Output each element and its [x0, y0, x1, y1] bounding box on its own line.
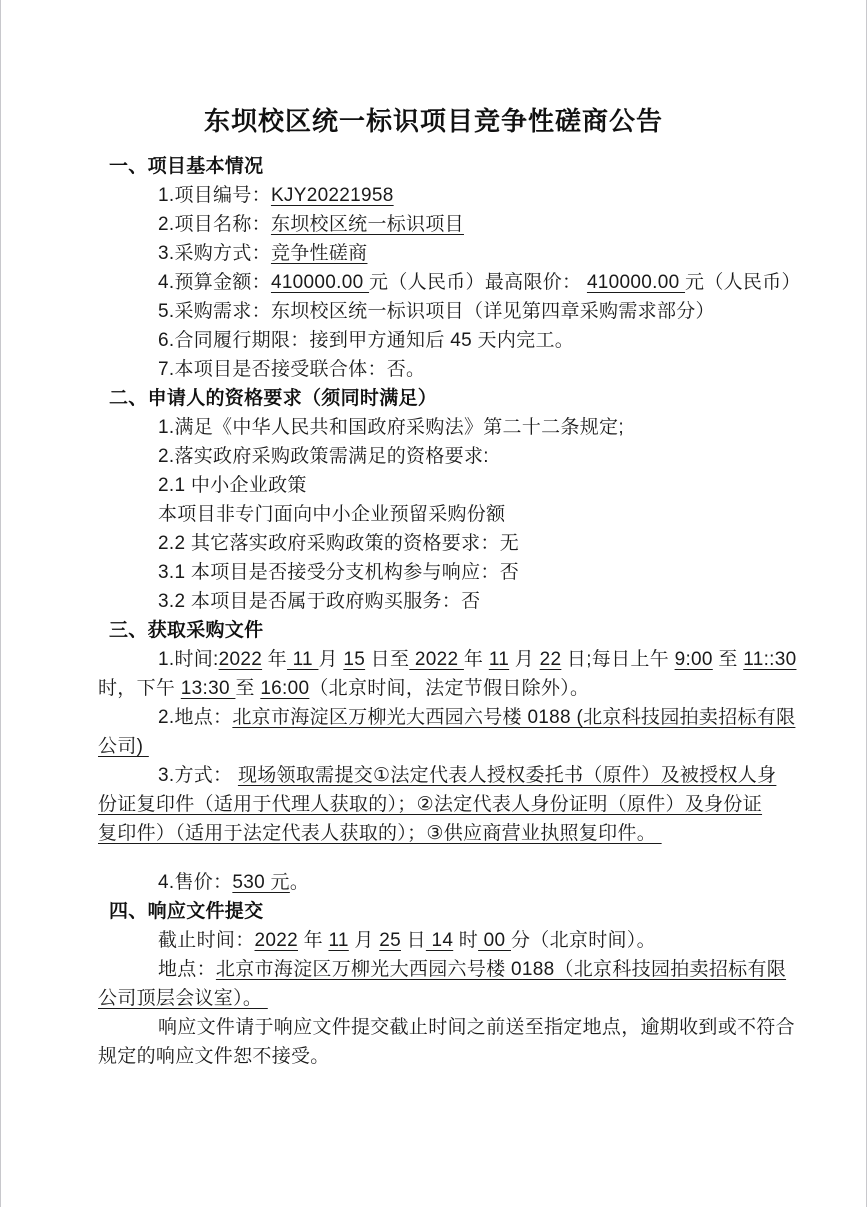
- text-run: 年: [297, 930, 329, 951]
- text-run: 至: [712, 649, 744, 670]
- text-run: 元（人民币）: [685, 272, 801, 293]
- text-run: 规定的响应文件恕不接受。: [98, 1046, 330, 1067]
- doc-line: [1, 645, 866, 674]
- underlined-field: 22: [539, 649, 562, 670]
- underlined-field: 11::30: [743, 649, 797, 670]
- doc-line: [1, 703, 866, 732]
- underlined-field: 11: [328, 930, 349, 951]
- underlined-field: 2022: [409, 649, 464, 670]
- underlined-field: 复印件）（适用于法定代表人获取的）；③供应商营业执照复印件。: [98, 823, 662, 844]
- doc-line: [1, 674, 866, 703]
- underlined-field: 16:00: [260, 678, 310, 699]
- doc-line: [1, 239, 866, 268]
- underlined-field: 13:30: [180, 678, 236, 699]
- underlined-field: KJY20221958: [270, 185, 394, 206]
- underlined-field: 公司): [98, 736, 149, 757]
- doc-line: [1, 761, 866, 790]
- text-run: 2.2 其它落实政府采购政策的资格要求：无: [158, 533, 519, 554]
- text-run: 分（北京时间）。: [511, 930, 656, 951]
- underlined-field: 2022: [254, 930, 298, 951]
- text-run: 。: [289, 872, 310, 893]
- doc-line: [1, 819, 866, 848]
- text-run: 6.合同履行期限：接到甲方通知后 45 天内完工。: [158, 330, 575, 351]
- doc-line: [1, 790, 866, 819]
- underlined-field: 现场领取需提交①法定代表人授权委托书（原件）及被授权人身: [237, 765, 777, 786]
- underlined-field: 410000.00: [586, 272, 686, 293]
- text-run: 4.预算金额：: [158, 272, 271, 293]
- doc-line: [1, 500, 866, 529]
- doc-line: [1, 442, 866, 471]
- text-run: 三、获取采购文件: [109, 620, 264, 641]
- text-run: 2.1 中小企业政策: [158, 475, 307, 496]
- doc-line: [1, 926, 866, 955]
- underlined-field: 11: [488, 649, 510, 670]
- underlined-field: 公司顶层会议室）。: [98, 988, 268, 1009]
- text-run: 2.落实政府采购政策需满足的资格要求:: [158, 446, 489, 467]
- doc-line: [1, 181, 866, 210]
- underlined-field: 9:00: [674, 649, 713, 670]
- doc-line: [1, 268, 866, 297]
- doc-line: [1, 297, 866, 326]
- doc-line: [1, 955, 866, 984]
- text-run: 1.时间:: [158, 649, 219, 670]
- underlined-field: 25: [379, 930, 401, 951]
- text-run: 截止时间：: [158, 930, 255, 951]
- doc-line: [1, 732, 866, 761]
- underlined-field: 东坝校区统一标识项目: [270, 214, 464, 235]
- text-run: 2.项目名称：: [158, 214, 271, 235]
- doc-line: [1, 326, 866, 355]
- text-run: 本项目非专门面向中小企业预留采购份额: [158, 504, 506, 525]
- text-run: 元（人民币）最高限价：: [369, 272, 587, 293]
- section-heading: [1, 616, 866, 645]
- doc-line: [1, 868, 866, 897]
- text-run: 3.2 本项目是否属于政府购买服务：否: [158, 591, 481, 612]
- text-run: （北京时间，法定节假日除外）。: [309, 678, 590, 699]
- doc-line: [1, 471, 866, 500]
- underlined-field: 竞争性磋商: [270, 243, 368, 264]
- doc-line: [1, 1013, 866, 1042]
- text-run: 1.项目编号：: [158, 185, 271, 206]
- section-heading: [1, 384, 866, 413]
- doc-line: [1, 558, 866, 587]
- text-run: 至: [235, 678, 261, 699]
- underlined-field: 15: [343, 649, 366, 670]
- doc-line: [1, 413, 866, 442]
- text-run: 4.售价：: [158, 872, 233, 893]
- text-run: 日: [400, 930, 426, 951]
- text-run: 一、项目基本情况: [109, 156, 264, 177]
- section-heading: [1, 897, 866, 926]
- section-heading: [1, 152, 866, 181]
- text-run: 地点：: [158, 959, 216, 980]
- underlined-field: 11: [286, 649, 319, 670]
- text-run: 日;每日上午: [561, 649, 675, 670]
- underlined-field: 份证复印件（适用于代理人获取的）；②法定代表人身份证明（原件）及身份证: [98, 794, 763, 815]
- underlined-field: 北京市海淀区万柳光大西园六号楼 0188（北京科技园拍卖招标有限: [215, 959, 787, 980]
- text-run: 5.采购需求：东坝校区统一标识项目（详见第四章采购需求部分）: [158, 301, 715, 322]
- doc-line: [1, 529, 866, 558]
- underlined-field: 00: [478, 930, 511, 951]
- text-run: 时，下午: [98, 678, 181, 699]
- document-title: 东坝校区统一标识项目竞争性磋商公告: [203, 106, 663, 136]
- doc-line: [1, 984, 866, 1013]
- text-run: 月: [318, 649, 344, 670]
- text-run: 响应文件请于响应文件提交截止时间之前送至指定地点，逾期收到或不符合: [158, 1017, 795, 1038]
- text-run: 1.满足《中华人民共和国政府采购法》第二十二条规定;: [158, 417, 624, 438]
- doc-line: [1, 587, 866, 616]
- doc-line: [1, 210, 866, 239]
- text-run: 日至: [365, 649, 410, 670]
- underlined-field: 410000.00: [270, 272, 370, 293]
- text-run: 月: [348, 930, 380, 951]
- text-run: 时: [453, 930, 479, 951]
- text-run: 3.采购方式：: [158, 243, 271, 264]
- text-run: 二、申请人的资格要求（须同时满足）: [109, 388, 438, 409]
- text-run: 年: [463, 649, 489, 670]
- text-run: 四、响应文件提交: [109, 901, 264, 922]
- text-run: 2.地点：: [158, 707, 233, 728]
- text-run: 3.1 本项目是否接受分支机构参与响应：否: [158, 562, 519, 583]
- blank-line: [1, 848, 866, 868]
- text-run: 3.方式：: [158, 765, 238, 786]
- text-run: 7.本项目是否接受联合体：否。: [158, 359, 426, 380]
- doc-line: [1, 355, 866, 384]
- doc-line: [1, 1042, 866, 1071]
- text-run: 年: [262, 649, 287, 670]
- underlined-field: 北京市海淀区万柳光大西园六号楼 0188 (北京科技园拍卖招标有限: [232, 707, 796, 728]
- document-body: [1, 152, 866, 1071]
- underlined-field: 2022: [218, 649, 263, 670]
- underlined-field: 14: [425, 930, 454, 951]
- text-run: 月: [509, 649, 540, 670]
- underlined-field: 530 元: [232, 872, 290, 893]
